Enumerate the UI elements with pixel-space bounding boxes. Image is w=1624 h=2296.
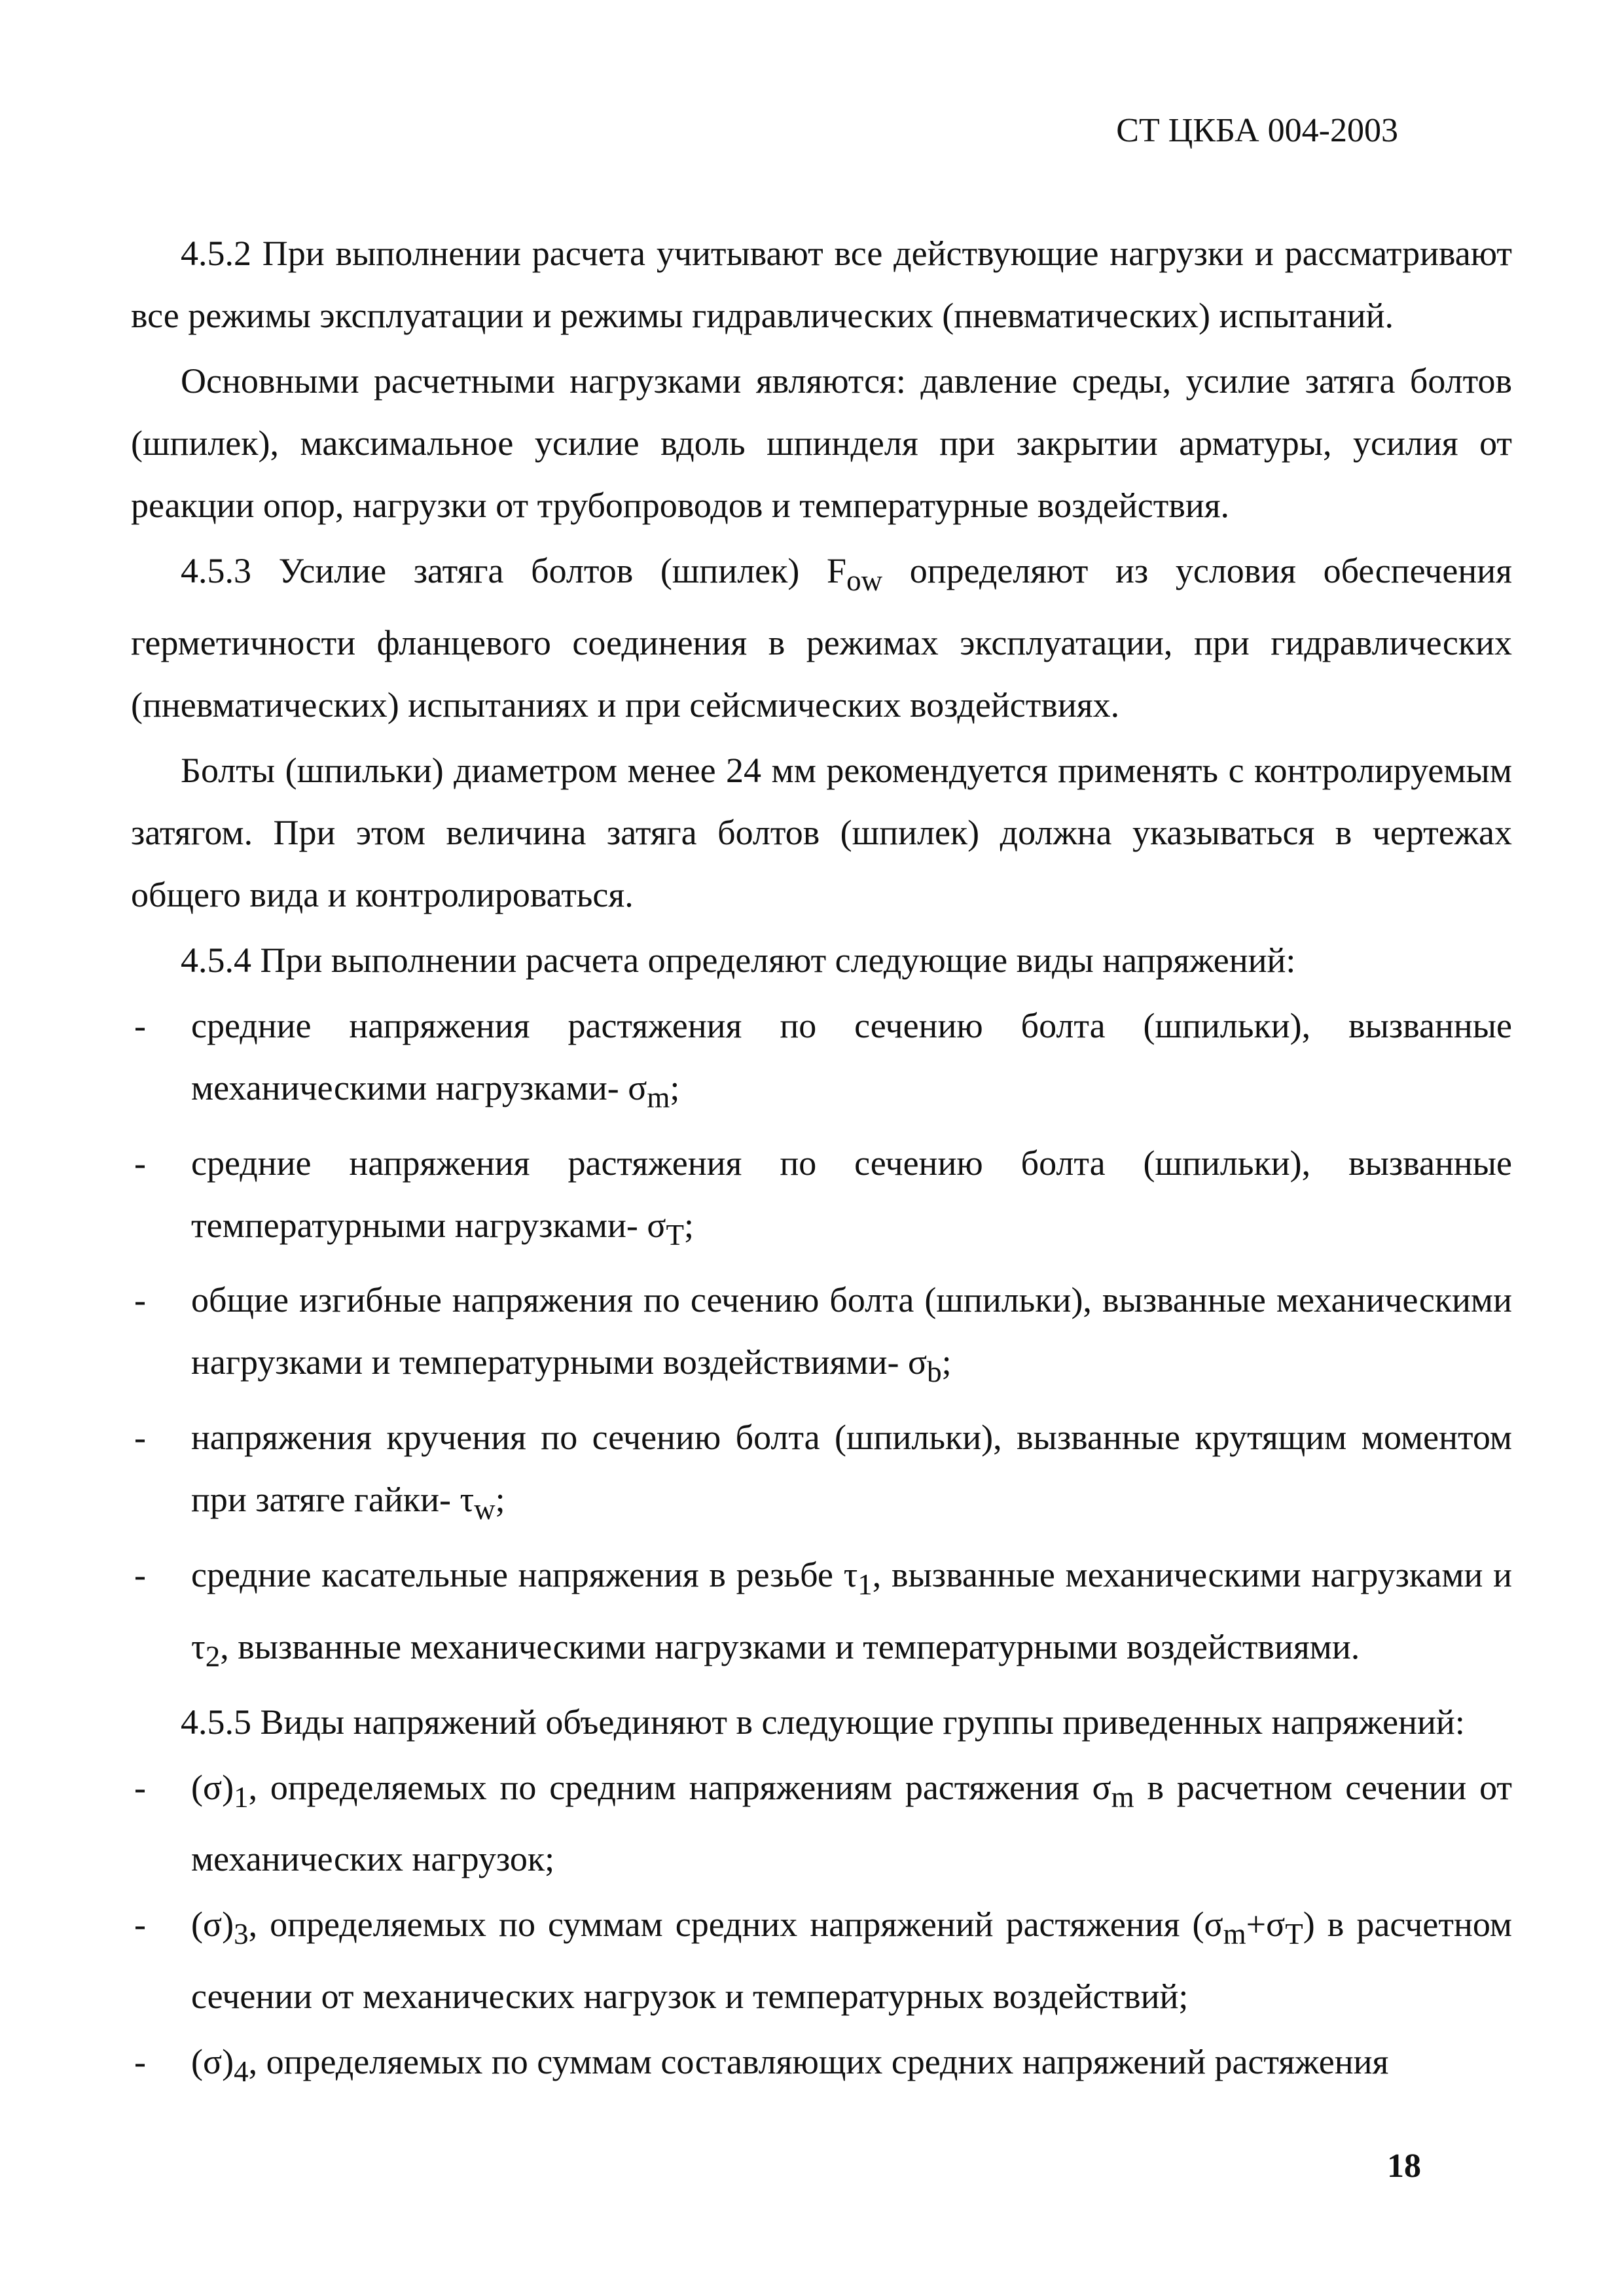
list-item-text: напряжения кручения по сечению болта (шпильки), вызванные крутящим моментом при затяге гайки- $\tau_w$; xyxy=(191,1418,1512,1526)
list-item xyxy=(131,1269,1512,1403)
list-item xyxy=(131,995,1512,1129)
list-dash: - xyxy=(134,1905,146,1945)
list-item xyxy=(131,1544,1512,1688)
paragraph-4-5-3: 4.5.3 Усилие затяга болтов (шпилек) $F_{ow}$ определяют из условия обеспечения герметичности фланцевого соединения в режимах эксплуатации, при гидравлических (пневматических) испытаниях и при сейсмических воздействиях. xyxy=(131,551,1512,725)
list-dash: - xyxy=(134,1767,146,1807)
list-item-text: $(\sigma)_4$, определяемых по суммам составляющих средних напряжений растяжения xyxy=(191,2042,1389,2088)
list-dash: - xyxy=(134,1554,146,1594)
list-item-text: средние касательные напряжения в резьбе $\tau_1$, вызванные механическими нагрузками и $\tau_2$, вызванные механическими нагрузками и температурными воздействиями. xyxy=(191,1554,1512,1673)
list-item xyxy=(131,1132,1512,1266)
page-number: 18 xyxy=(1387,2147,1421,2185)
paragraph-4-5-5: 4.5.5 Виды напряжений объединяют в следующие группы приведенных напряжений: xyxy=(181,1702,1465,1742)
list-item xyxy=(131,1893,1512,2028)
paragraph-main-loads: Основными расчетными нагрузками являются: давление среды, усилие затяга болтов (шпилек), максимальное усилие вдоль шпинделя при закрытии арматуры, усилия от реакции опор, нагрузки от трубопроводов и температурные воздействия. xyxy=(131,361,1512,525)
stress-types-list xyxy=(131,995,1512,1688)
list-item-text: средние напряжения растяжения по сечению болта (шпильки), вызванные температурными нагрузками- $\sigma_T$; xyxy=(191,1143,1512,1251)
list-dash: - xyxy=(134,1005,146,1045)
paragraph-4-5-4: 4.5.4 При выполнении расчета определяют следующие виды напряжений: xyxy=(181,940,1296,980)
list-item-text: средние напряжения растяжения по сечению болта (шпильки), вызванные механическими нагрузками- $\sigma_m$; xyxy=(191,1005,1512,1114)
list-item xyxy=(131,1757,1512,1891)
paragraph-bolts-diameter: Болты (шпильки) диаметром менее 24 мм рекомендуется применять с контролируемым затягом. При этом величина затяга болтов (шпилек) должна указываться в чертежах общего вида и контролироваться. xyxy=(131,750,1512,914)
list-item xyxy=(131,2031,1512,2103)
list-item xyxy=(131,1407,1512,1541)
document-code-header: СТ ЦКБА 004-2003 xyxy=(1116,112,1398,149)
paragraph-4-5-2: 4.5.2 При выполнении расчета учитывают все действующие нагрузки и рассматривают все режимы эксплуатации и режимы гидравлических (пневматических) испытаний. xyxy=(131,234,1512,335)
list-dash: - xyxy=(134,1143,146,1183)
list-item-text: общие изгибные напряжения по сечению болта (шпильки), вызванные механическими нагрузками и температурными воздействиями- $\sigma_b$; xyxy=(191,1280,1512,1389)
document-body xyxy=(131,223,1512,2106)
list-item-text: $(\sigma)_1$, определяемых по средним напряжениям растяжения $\sigma_m$ в расчетном сечении от механических нагрузок; xyxy=(191,1767,1513,1879)
list-dash: - xyxy=(134,2042,146,2082)
list-item-text: $(\sigma)_3$, определяемых по суммам средних напряжений растяжения $(\sigma_m+\sigma_T)$ в расчетном сечении от механических нагрузок и температурных воздействий; xyxy=(191,1905,1512,2017)
stress-groups-list xyxy=(131,1757,1512,2103)
list-dash: - xyxy=(134,1418,146,1458)
list-dash: - xyxy=(134,1280,146,1320)
